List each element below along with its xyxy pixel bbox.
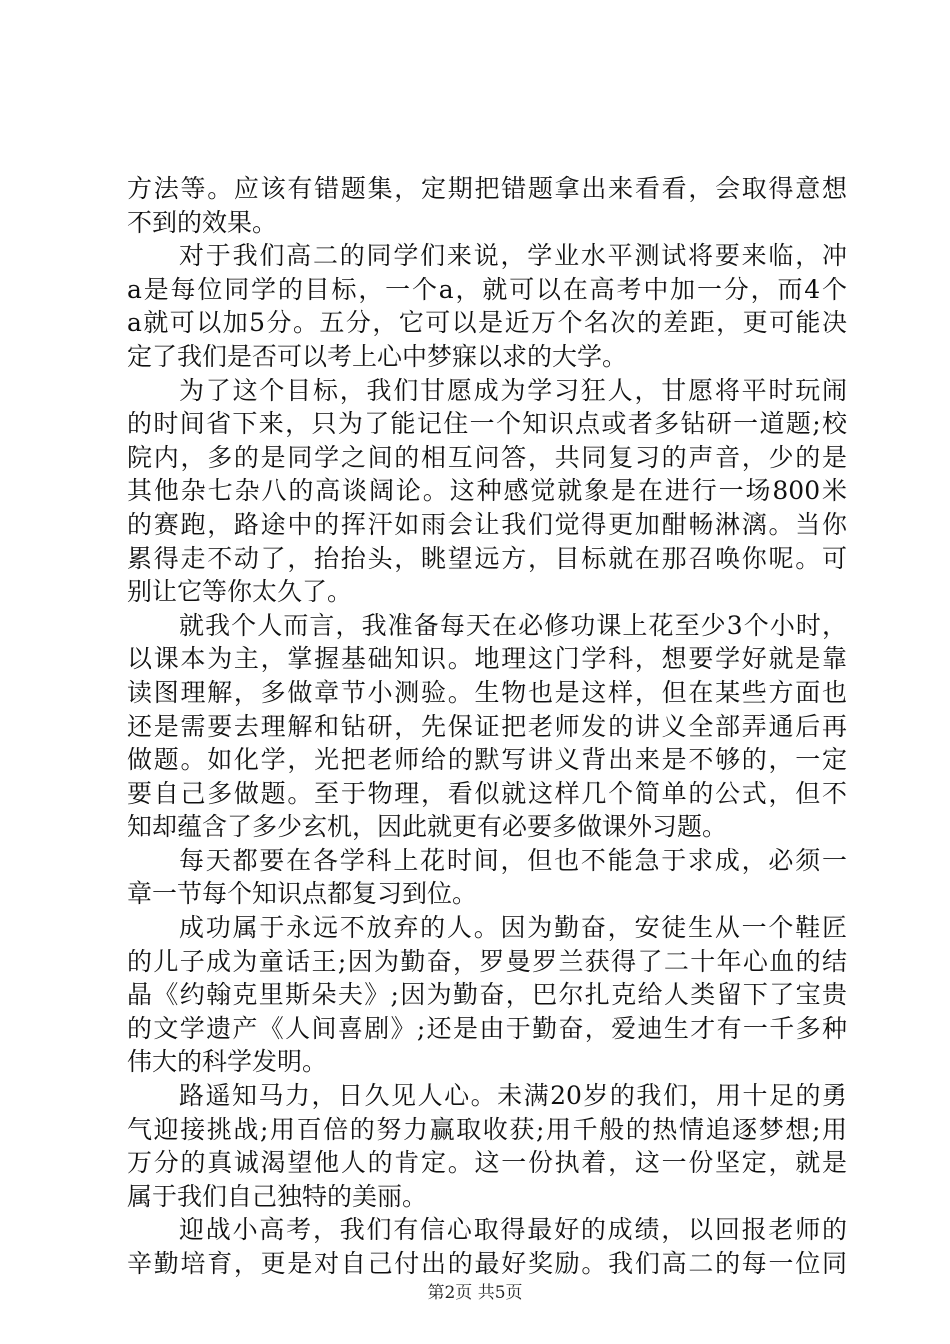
document-body: [127, 172, 847, 1281]
text-line: 方法等。应该有错题集，定期把错题拿出来看看，会取得意想: [127, 174, 847, 203]
text-line: 累得走不动了，抬抬头，眺望远方，目标就在那召唤你呢。可: [127, 543, 847, 573]
text-line: 的儿子成为童话王;因为勤奋，罗曼罗兰获得了二十年心血的结: [127, 946, 847, 976]
text-line: 以课本为主，掌握基础知识。地理这门学科，想要学好就是靠: [127, 644, 847, 674]
text-line: 属于我们自己独特的美丽。: [127, 1181, 428, 1211]
text-line: 读图理解，多做章节小测验。生物也是这样，但在某些方面也: [127, 677, 847, 707]
text-line: 的文学遗产《人间喜剧》;还是由于勤奋，爱迪生才有一千多种: [127, 1013, 847, 1043]
text-line: 知却蕴含了多少玄机，因此就更有必要多做课外习题。: [127, 812, 728, 842]
text-line: 其他杂七杂八的高谈阔论。这种感觉就象是在进行一场800米: [127, 476, 847, 506]
paragraph-first-line: 为了这个目标，我们甘愿成为学习狂人，甘愿将平时玩闹: [179, 375, 847, 405]
text-line: 不到的效果。: [127, 207, 278, 237]
text-line: 万分的真诚渴望他人的肯定。这一份执着，这一份坚定，就是: [127, 1148, 847, 1178]
text-line: a是每位同学的目标，一个a，就可以在高考中加一分，而4个: [127, 274, 847, 304]
text-line: 定了我们是否可以考上心中梦寐以求的大学。: [127, 341, 628, 371]
text-line: 还是需要去理解和钻研，先保证把老师发的讲义全部弄通后再: [127, 711, 847, 741]
text-line: 做题。如化学，光把老师给的默写讲义背出来是不够的，一定: [127, 745, 847, 775]
text-line: 的时间省下来，只为了能记住一个知识点或者多钻研一道题;校: [127, 409, 847, 439]
text-line: 伟大的科学发明。: [127, 1047, 328, 1077]
paragraph-first-line: 每天都要在各学科上花时间，但也不能急于求成，必须一: [179, 845, 847, 875]
text-line: 院内，多的是同学之间的相互问答，共同复习的声音，少的是: [127, 442, 847, 472]
paragraph-first-line: 路遥知马力，日久见人心。未满20岁的我们，用十足的勇: [179, 1081, 847, 1111]
text-line: 章一节每个知识点都复习到位。: [127, 879, 478, 909]
text-line: 晶《约翰克里斯朵夫》;因为勤奋，巴尔扎克给人类留下了宝贵: [127, 980, 847, 1010]
text-line: 别让它等你太久了。: [127, 577, 353, 607]
paragraph-first-line: 对于我们高二的同学们来说，学业水平测试将要来临，冲: [179, 241, 847, 271]
paragraph-first-line: 迎战小高考，我们有信心取得最好的成绩，以回报老师的: [179, 1215, 847, 1245]
text-line: 的赛跑，路途中的挥汗如雨会让我们觉得更加酣畅淋漓。当你: [127, 509, 847, 539]
text-line: 辛勤培育，更是对自己付出的最好奖励。我们高二的每一位同: [127, 1249, 847, 1278]
page-footer: 第2页 共5页: [427, 1283, 523, 1303]
paragraph-first-line: 成功属于永远不放弃的人。因为勤奋，安徒生从一个鞋匠: [179, 913, 847, 943]
text-line: 要自己多做题。至于物理，看似就这样几个简单的公式，但不: [127, 778, 847, 808]
text-line: a就可以加5分。五分，它可以是近万个名次的差距，更可能决: [127, 308, 847, 338]
text-line: 气迎接挑战;用百倍的努力赢取收获;用千般的热情追逐梦想;用: [127, 1114, 847, 1144]
paragraph-first-line: 就我个人而言，我准备每天在必修功课上花至少3个小时，: [179, 610, 847, 640]
